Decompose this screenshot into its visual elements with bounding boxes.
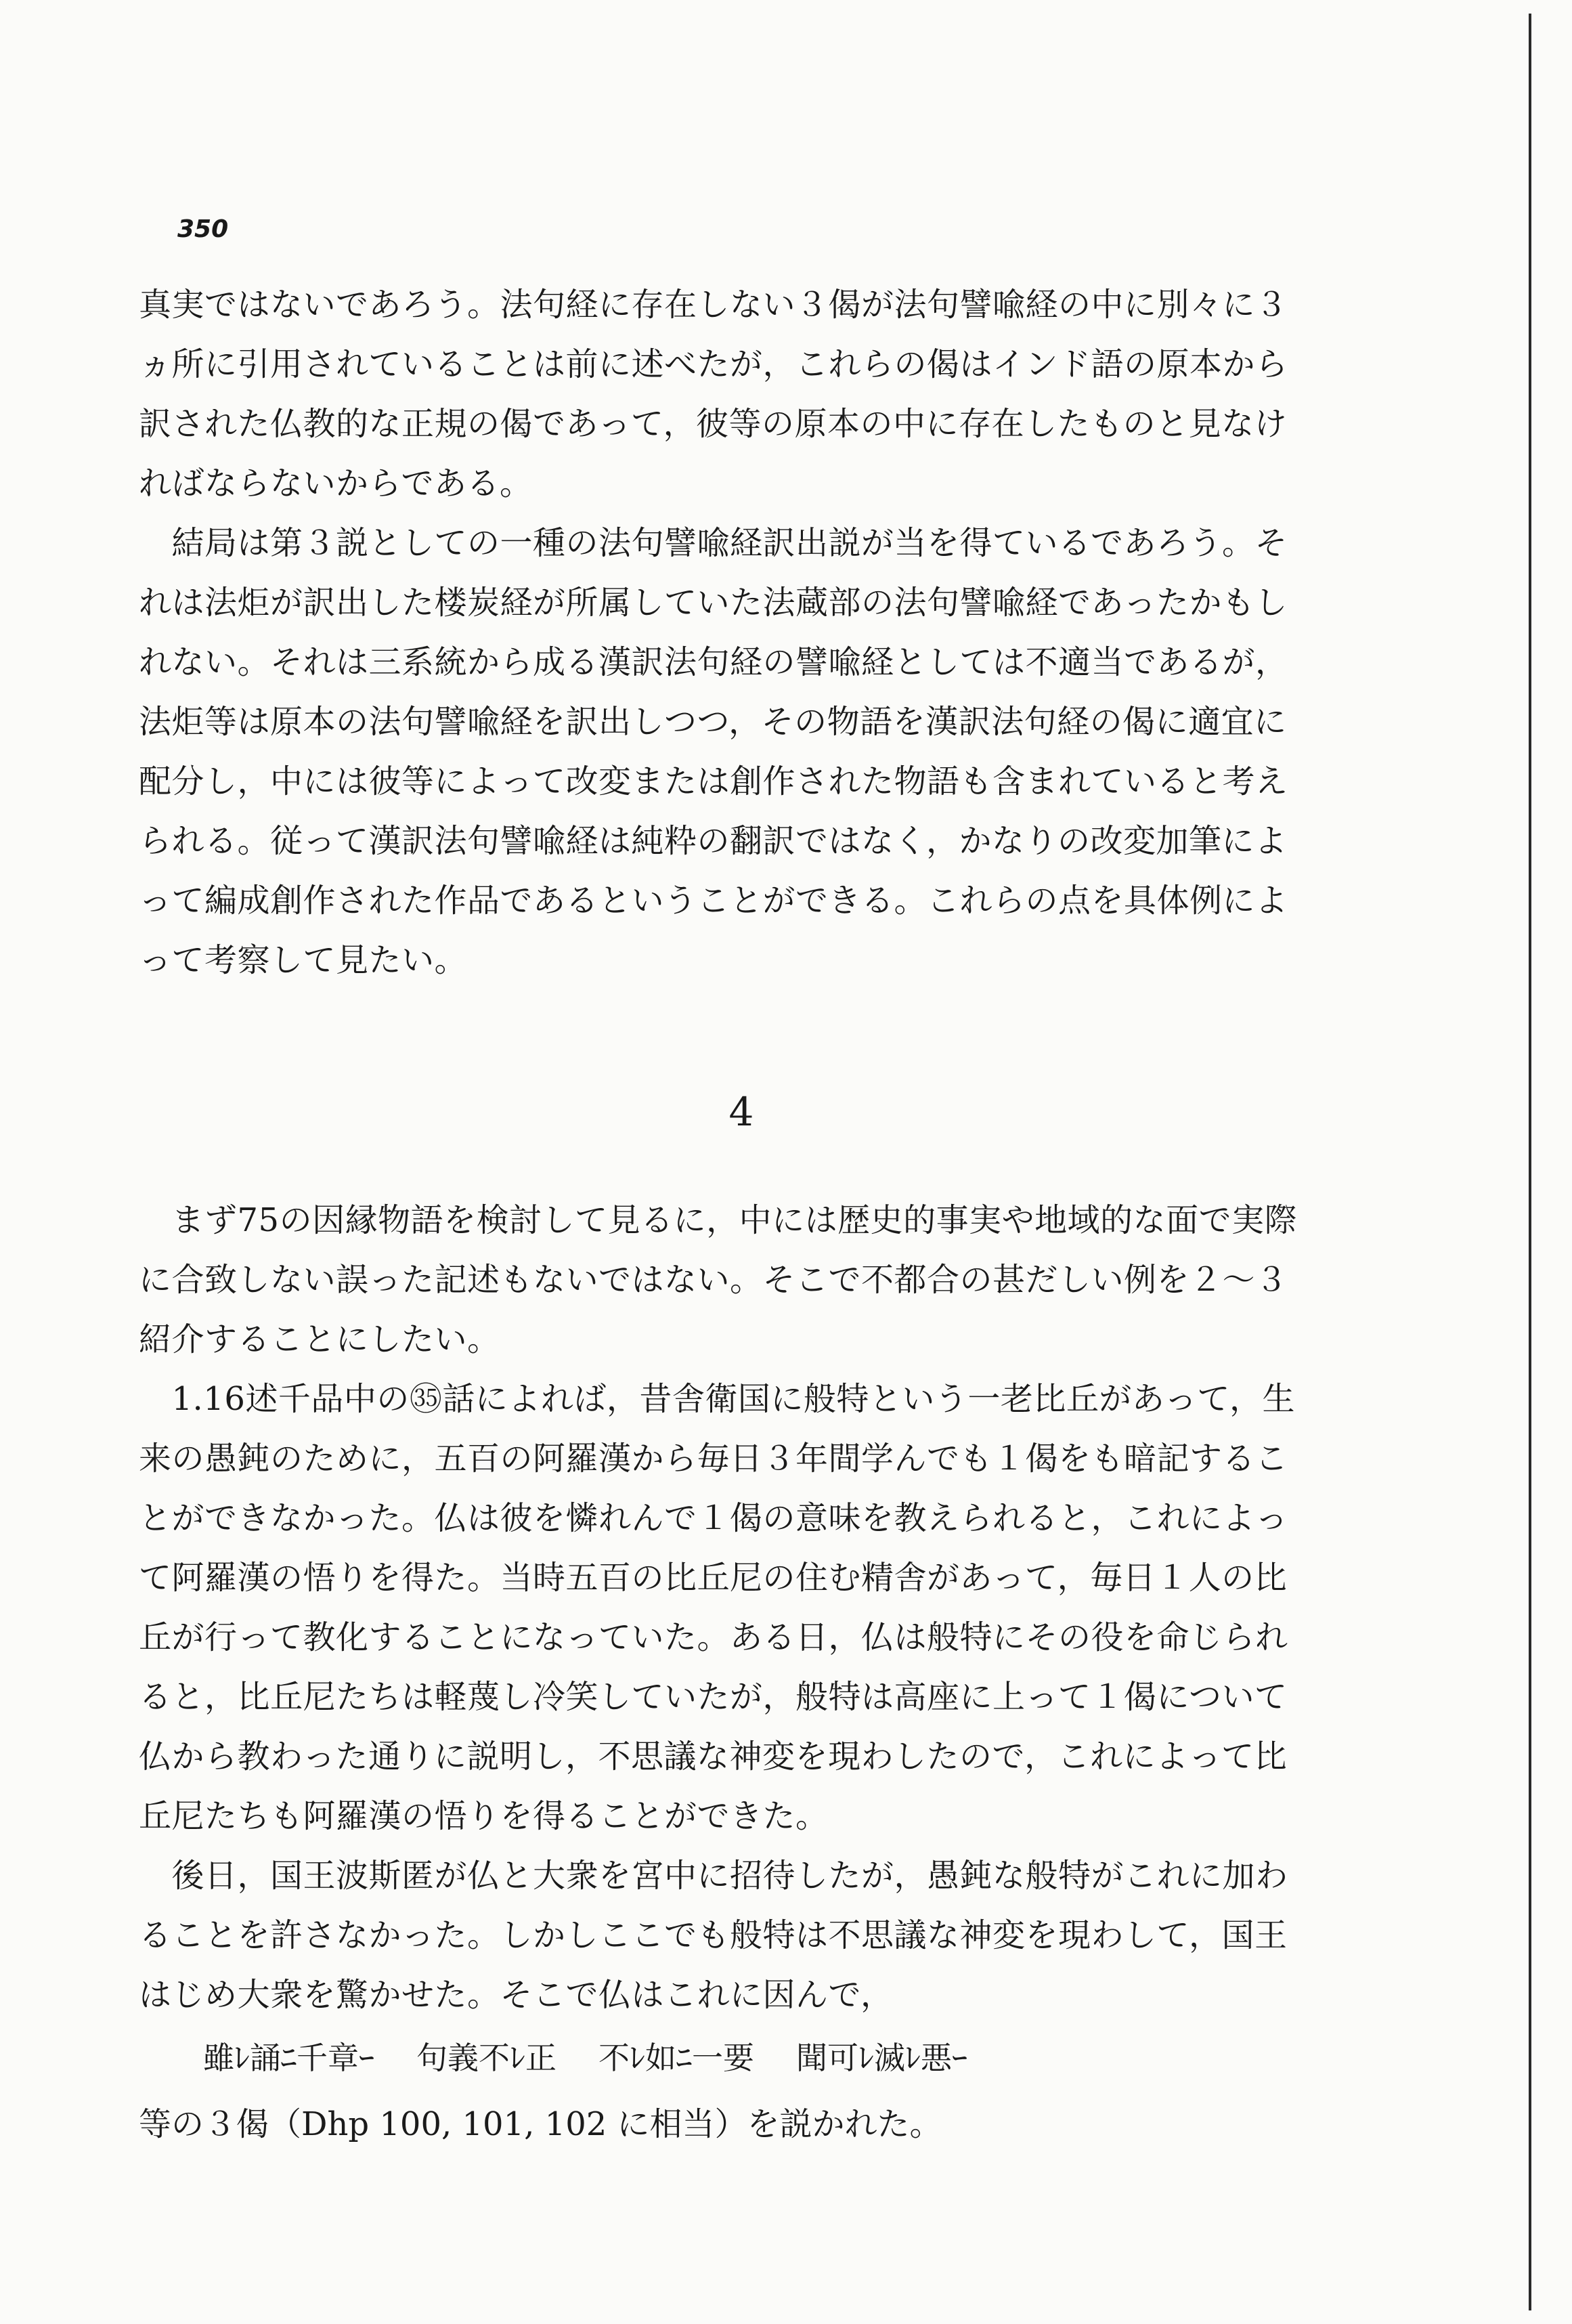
verse-quote [203, 2028, 1009, 2088]
body-text-top [139, 275, 1327, 990]
text-line: に合致しない誤った記述もないではない。そこで不都合の甚だしい例を２～３ [139, 1261, 1288, 1299]
verse-phrase: 句義不ﾚ正 [416, 2040, 556, 2076]
paragraph [139, 1190, 1327, 1369]
text-line: とができなかった。仏は彼を憐れんで１偈の意味を教えられると，これによっ [139, 1499, 1288, 1537]
text-line: られる。従って漢訳法句譬喩経は純粋の翻訳ではなく，かなりの改変加筆によ [139, 822, 1288, 860]
text-line: ると，比丘尼たちは軽蔑し冷笑していたが，般特は高座に上って１偈について [139, 1678, 1288, 1716]
paragraph [139, 513, 1327, 990]
text-line: 丘が行って教化することになっていた。ある日，仏は般特にその役を命じられ [139, 1618, 1288, 1656]
text-line: 真実ではないであろう。法句経に存在しない３偈が法句譬喩経の中に別々に３ [139, 286, 1288, 324]
paragraph [139, 1369, 1327, 1846]
verse-phrase: 聞可ﾚ滅ﾚ悪ｰ [796, 2040, 967, 2076]
body-text-bottom [139, 1190, 1327, 2025]
text-line: って考察して見たい。 [139, 941, 468, 979]
page-edge-line [1529, 14, 1531, 2310]
text-line: 1.16述千品中の㉟話によれば，昔舎衛国に般特という一老比丘があって，生 [139, 1380, 1295, 1418]
text-line: 来の愚鈍のために，五百の阿羅漢から毎日３年間学んでも１偈をも暗記するこ [139, 1440, 1288, 1478]
text-line: って編成創作された作品であるということができる。これらの点を具体例によ [139, 882, 1288, 920]
text-line: 訳された仏教的な正規の偈であって，彼等の原本の中に存在したものと見なけ [139, 405, 1288, 443]
text-line: 法炬等は原本の法句譬喩経を訳出しつつ，その物語を漢訳法句経の偈に適宜に [139, 703, 1287, 741]
text-line: 紹介することにしたい。 [139, 1320, 500, 1358]
text-line: 丘尼たちも阿羅漢の悟りを得ることができた。 [139, 1797, 829, 1835]
text-line: ることを許さなかった。しかしここでも般特は不思議な神変を現わして，国王 [139, 1916, 1288, 1954]
closing-line: 等の３偈（Dhp 100, 101, 102 に相当）を説かれた。 [139, 2105, 942, 2143]
text-line: 結局は第３説としての一種の法句譬喩経訳出説が当を得ているであろう。そ [139, 524, 1288, 562]
text-line: 後日，国王波斯匿が仏と大衆を宮中に招待したが，愚鈍な般特がこれに加わ [139, 1857, 1288, 1895]
text-line: れない。それは三系統から成る漢訳法句経の譬喩経としては不適当であるが， [139, 643, 1288, 681]
verse-phrase: 不ﾚ如ﾆ一要 [598, 2040, 754, 2076]
text-line: まず75の因縁物語を検討して見るに，中には歴史的事実や地域的な面で実際 [139, 1201, 1298, 1239]
text-line: て阿羅漢の悟りを得た。当時五百の比丘尼の住む精舎があって，毎日１人の比 [139, 1559, 1288, 1597]
paragraph [139, 1846, 1327, 2025]
text-line: ればならないからである。 [139, 465, 533, 502]
verse-phrase: 雖ﾚ誦ﾆ千章ｰ [203, 2040, 374, 2076]
page-number: 350 [177, 215, 229, 243]
paragraph [139, 275, 1327, 513]
text-line: 仏から教わった通りに説明し，不思議な神変を現わしたので，これによって比 [139, 1738, 1288, 1776]
text-line: れは法炬が訳出した楼炭経が所属していた法蔵部の法句譬喩経であったかもし [139, 584, 1288, 622]
text-line: 配分し，中には彼等によって改変または創作された物語も含まれていると考え [139, 762, 1288, 800]
text-line: はじめ大衆を驚かせた。そこで仏はこれに因んで， [139, 1976, 894, 2014]
text-line: ヵ所に引用されていることは前に述べたが，これらの偈はインド語の原本から [139, 345, 1288, 383]
section-heading: 4 [728, 1089, 754, 1135]
